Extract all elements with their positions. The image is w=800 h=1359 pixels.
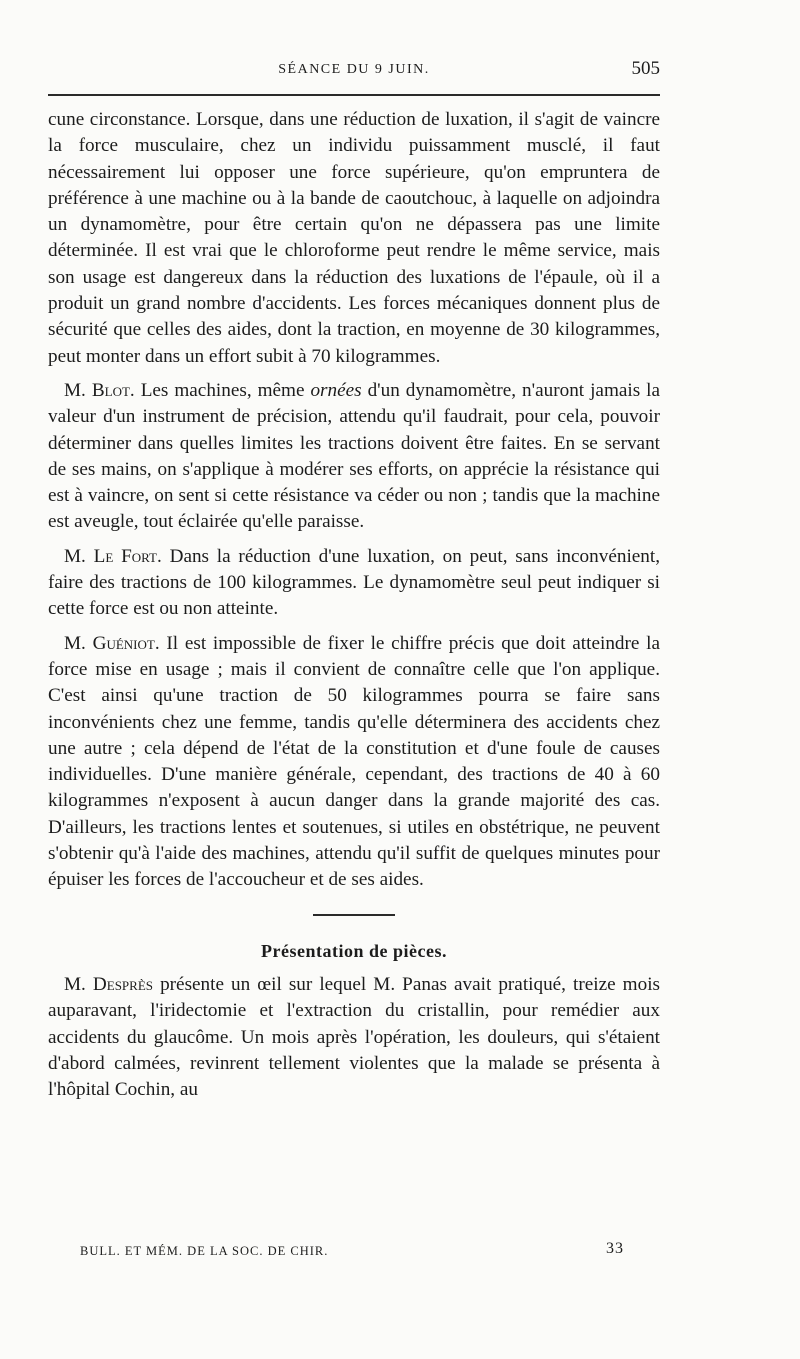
page-number: 505 (631, 58, 660, 79)
paragraph-text-start: . Les machines, même (129, 379, 311, 401)
speaker-prefix: M. (64, 379, 92, 401)
speaker-name: Le Fort (93, 545, 157, 567)
paragraph-text: . Il est impossible de fixer le chiffre précis que doit atteindre la force mise en usage ; mais il convient de connaître celle que l'on applique. C'est ainsi qu'une traction de 50 kilogrammes pourra se faire sans inconvénients chez une femme, tandis qu'elle déterminera des accidents chez une autre ; cela dépend de l'état de la constitution et d'une foule de causes individuelles. D'une manière générale, cependant, des tractions de 40 à 60 kilogrammes n'exposent à aucun danger dans la grande majorité des cas. D'ailleurs, les tractions lentes et soutenues, si utiles en obstétrique, ne peuvent s'obtenir qu'à l'aide des machines, attendu qu'il suffit de quelques minutes pour épuiser les forces de l'accoucheur et de ses aides. (48, 632, 660, 891)
section-divider (313, 914, 395, 916)
paragraph-continuation (48, 107, 660, 370)
speaker-name: Guéniot (92, 632, 155, 654)
running-header (48, 58, 660, 84)
section-title: Présentation de pièces. (261, 940, 447, 961)
paragraph-text: présente un œil sur lequel M. Panas avait pratiqué, treize mois auparavant, l'iridectomie et l'extraction du cristallin, pour remédier aux accidents du glaucôme. Un mois après l'opération, les douleurs, qui s'étaient d'abord calmées, revinrent tellement violentes que la malade se présenta à l'hôpital Cochin, au (48, 973, 660, 1101)
paragraph-gueniot (48, 631, 660, 894)
paragraph-despres (48, 972, 660, 1103)
speaker-prefix: M. (64, 973, 93, 995)
speaker-prefix: M. (64, 632, 93, 654)
speaker-name: Desprès (92, 973, 154, 995)
paragraph-text: d'un dynamomètre, n'auront jamais la valeur d'un instrument de précision, attendu qu'il faudrait, pour cela, pouvoir déterminer dans quelles limites les tractions doivent être faites. En se servant de ses mains, on s'applique à modérer ses efforts, on apprécie la résistance qui est à vaincre, on sent si cette résistance va céder ou non ; tandis que la machine est aveugle, tout éclairée qu'elle paraisse. (48, 379, 661, 533)
signature-number: 33 (606, 1240, 624, 1257)
body-text (48, 107, 660, 1103)
speaker-name: Blot (91, 379, 130, 401)
header-title: SÉANCE DU 9 JUIN. (278, 62, 430, 77)
page-footer (80, 1240, 624, 1264)
paragraph-text: . Dans la réduction d'une luxation, on peut, sans inconvénient, faire des tractions de 100 kilogrammes. Le dynamomètre seul peut indiquer si cette force est ou non atteinte. (48, 545, 661, 620)
speaker-prefix: M. (64, 545, 94, 567)
paragraph-le-fort (48, 544, 660, 623)
header-rule (48, 94, 660, 96)
paragraph-blot (48, 378, 660, 536)
emphasis-text: ornées (310, 379, 362, 401)
footer-journal: BULL. ET MÉM. DE LA SOC. DE CHIR. (80, 1244, 329, 1258)
paragraph-text: cune circonstance. Lorsque, dans une réduction de luxation, il s'agit de vaincre la force musculaire, chez un individu puissamment musclé, il faut nécessairement lui opposer une force supérieure, qu'on empruntera de préférence à une machine ou à la bande de caoutchouc, à laquelle on adjoindra un dynamomètre, pour être certain qu'on ne dépassera pas une limite déterminée. Il est vrai que le chloroforme peut rendre le même service, mais son usage est dangereux dans la réduction des luxations de l'épaule, où il a produit un grand nombre d'accidents. Les forces mécaniques donnent plus de sécurité que celles des aides, dont la traction, en moyenne de 30 kilogrammes, peut monter dans un effort subit à 70 kilogrammes. (48, 109, 660, 367)
